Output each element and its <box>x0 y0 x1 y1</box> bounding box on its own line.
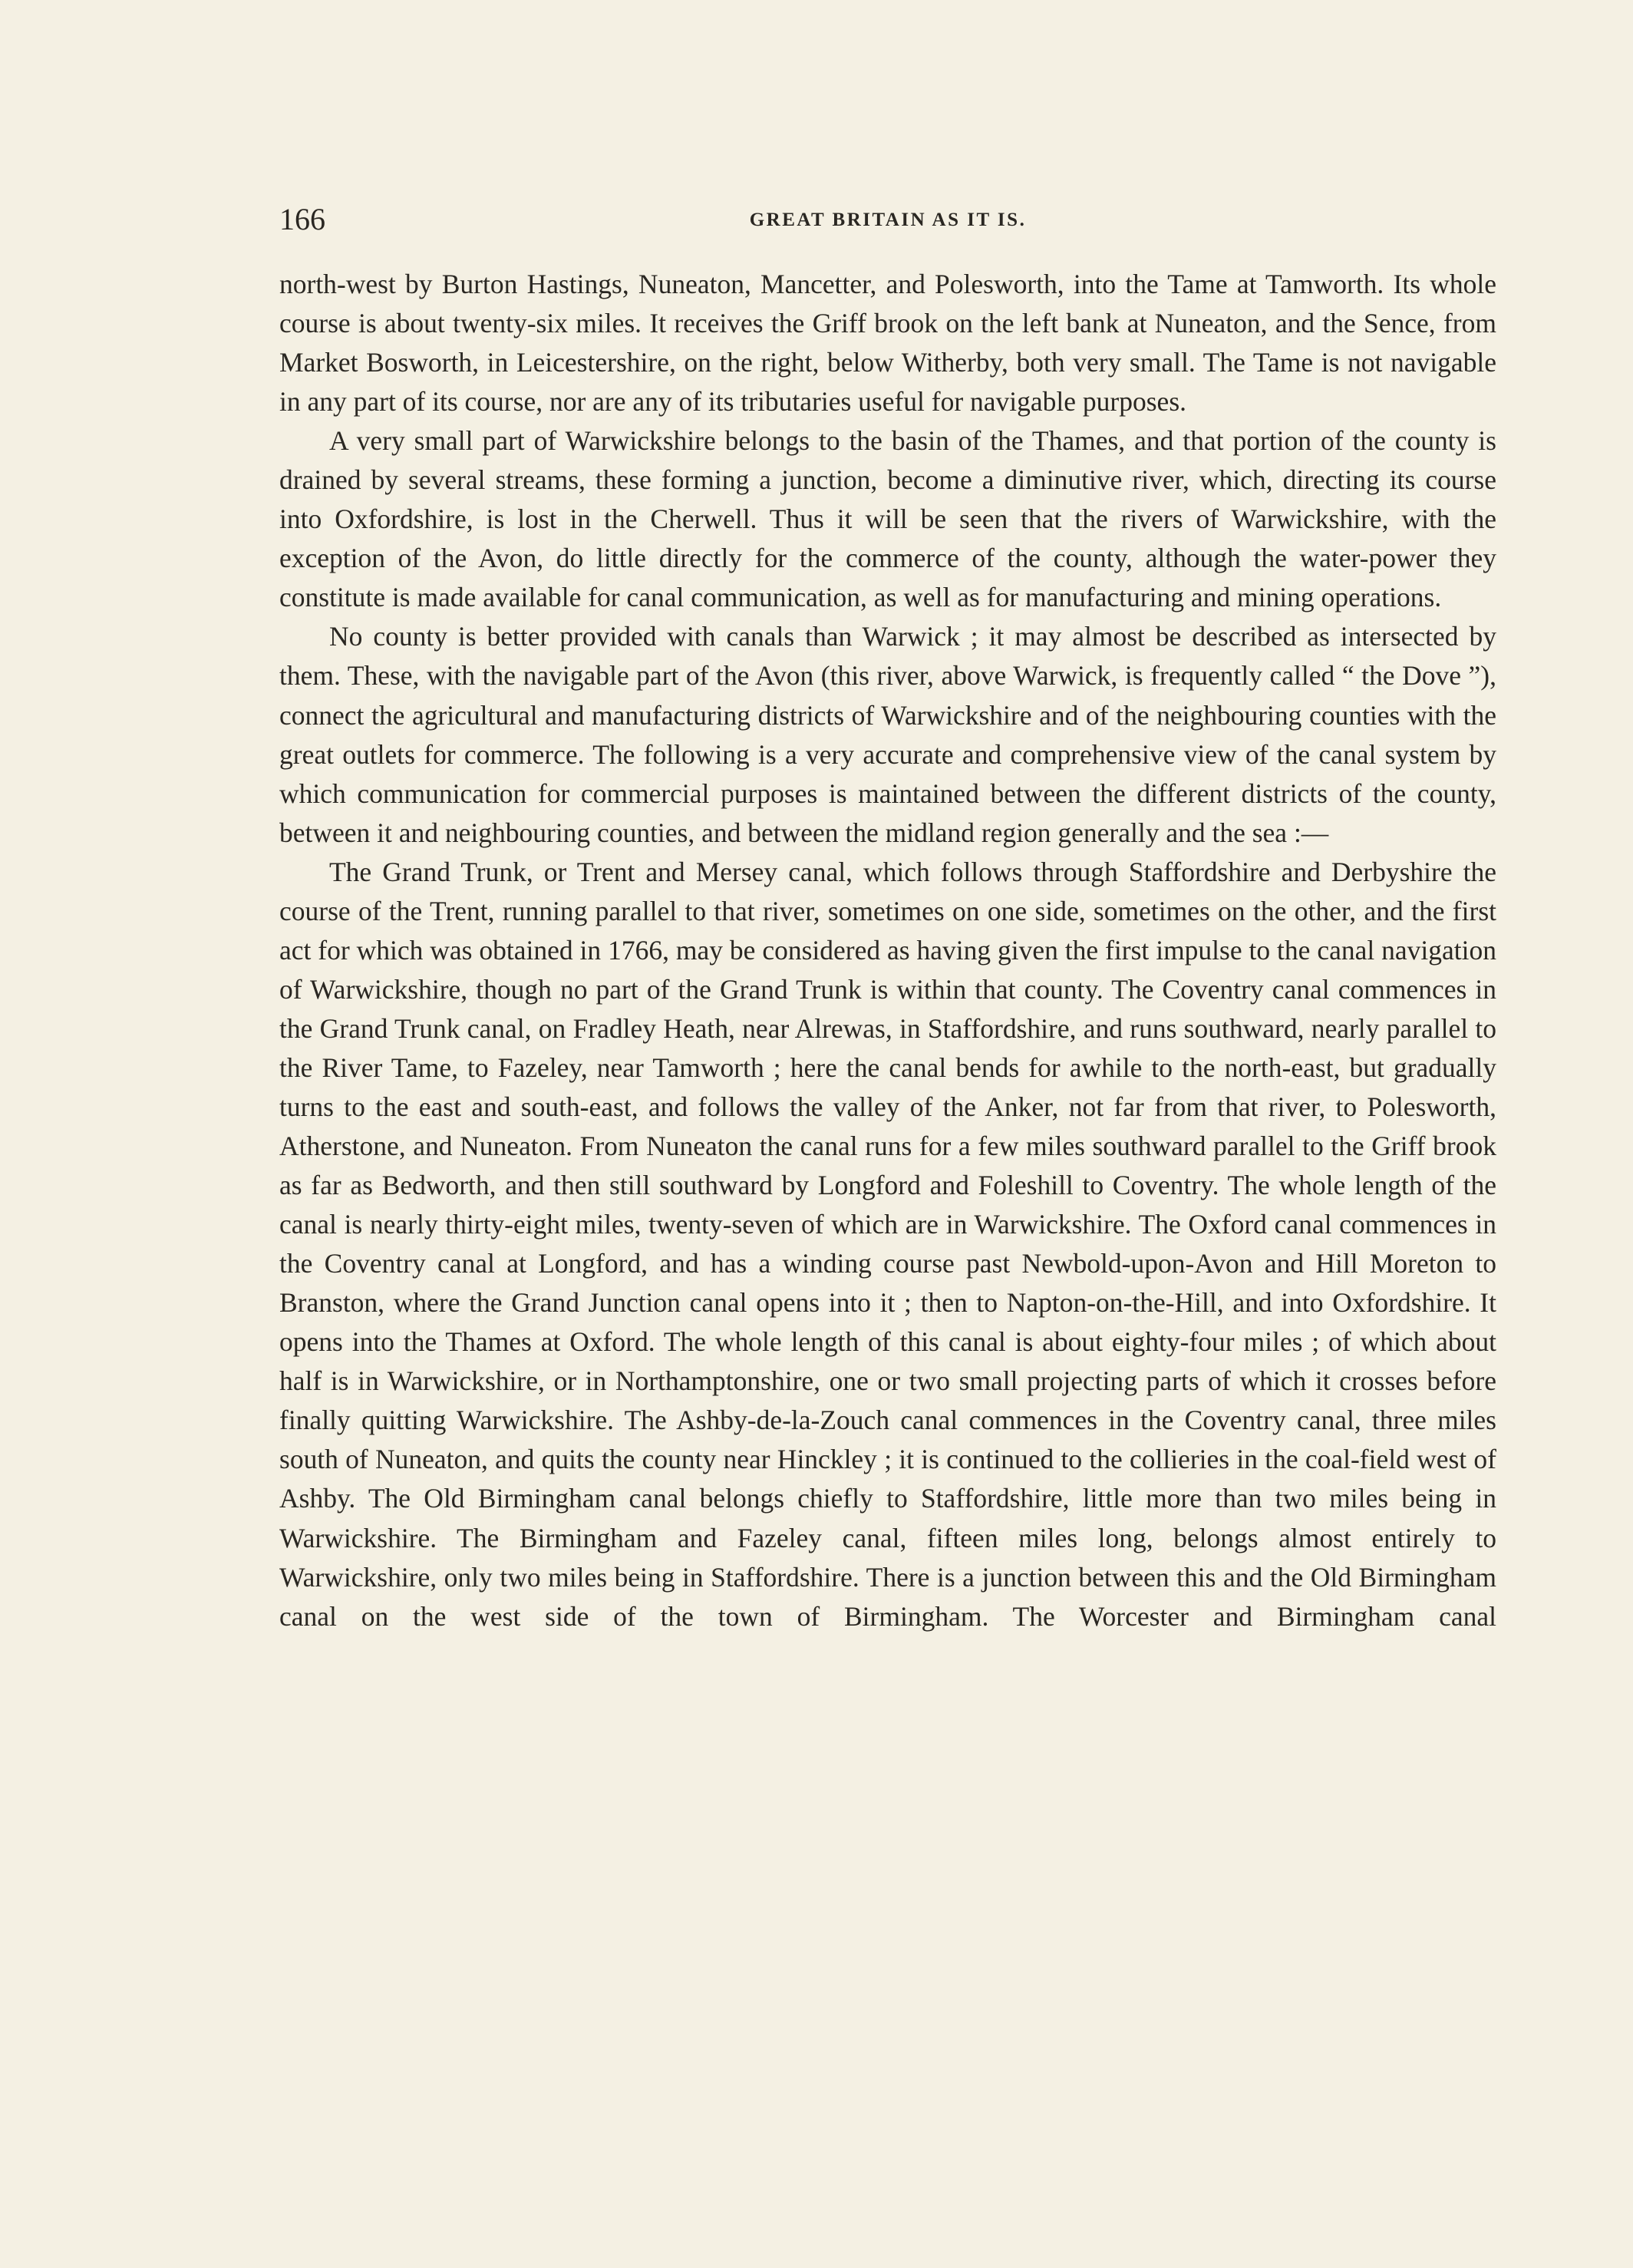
page-number: 166 <box>279 202 325 236</box>
paragraph-grand-trunk: The Grand Trunk, or Trent and Mersey canal, which follows through Staffordshire and Derbyshire the course of the Trent, running parallel to that river, sometimes on one side, sometimes on the other, and the first act for which was obtained in 1766, may be considered as having given the first impulse to the canal navigation of Warwickshire, though no part of the Grand Trunk is within that county. The Coventry canal commences in the Grand Trunk canal, on Fradley Heath, near Alrewas, in Staffordshire, and runs southward, nearly parallel to the River Tame, to Fazeley, near Tamworth ; here the canal bends for awhile to the north-east, but gradually turns to the east and south-east, and follows the valley of the Anker, not far from that river, to Polesworth, Atherstone, and Nuneaton. From Nuneaton the canal runs for a few miles southward parallel to the Griff brook as far as Bedworth, and then still southward by Longford and Foleshill to Coventry. The whole length of the canal is nearly thirty-eight miles, twenty-seven of which are in Warwickshire. The Oxford canal commences in the Coventry canal at Longford, and has a winding course past Newbold-upon-Avon and Hill Moreton to Branston, where the Grand Junction canal opens into it ; then to Napton-on-the-Hill, and into Oxfordshire. It opens into the Thames at Oxford. The whole length of this canal is about eighty-four miles ; of which about half is in Warwickshire, or in Northamptonshire, one or two small projecting parts of which it crosses before finally quitting Warwickshire. The Ashby-de-la-Zouch canal commences in the Coventry canal, three miles south of Nuneaton, and quits the county near Hinckley ; it is continued to the collieries in the coal-field west of Ashby. The Old Birmingham canal belongs chiefly to Staffordshire, little more than two miles being in Warwickshire. The Birmingham and Fazeley canal, fifteen miles long, belongs almost entirely to Warwickshire, only two miles being in Staffordshire. There is a junction between this and the Old Birmingham canal on the west side of the town of Birmingham. The Worcester and Birmingham canal <box>279 856 1496 1632</box>
body-text <box>279 265 1496 1636</box>
paragraph-thames-basin: A very small part of Warwickshire belongs to the basin of the Thames, and that portion of the county is drained by several streams, these forming a junction, become a diminutive river, which, directing its course into Oxfordshire, is lost in the Cherwell. Thus it will be seen that the rivers of Warwickshire, with the exception of the Avon, do little directly for the commerce of the county, although the water-power they constitute is made available for canal communication, as well as for manufacturing and mining operations. <box>279 425 1496 613</box>
running-head <box>279 204 1496 235</box>
paragraph-continued: north-west by Burton Hastings, Nuneaton, Mancetter, and Polesworth, into the Tame at Tamworth. Its whole course is about twenty-six miles. It receives the Griff brook on the left bank at Nuneaton, and the Sence, from Market Bosworth, in Leicestershire, on the right, below Witherby, both very small. The Tame is not navigable in any part of its course, nor are any of its tributaries useful for navigable purposes. <box>279 269 1496 418</box>
paragraph-canals-overview: No county is better provided with canals than Warwick ; it may almost be described as intersected by them. These, with the navigable part of the Avon (this river, above Warwick, is frequently called “ the Dove ”), connect the agricultural and manufacturing districts of Warwickshire and of the neighbouring counties with the great outlets for commerce. The following is a very accurate and comprehensive view of the canal system by which communication for commercial purposes is maintained between the different districts of the county, between it and neighbouring counties, and between the midland region generally and the sea :— <box>279 621 1496 848</box>
running-title: GREAT BRITAIN AS IT IS. <box>749 210 1027 230</box>
